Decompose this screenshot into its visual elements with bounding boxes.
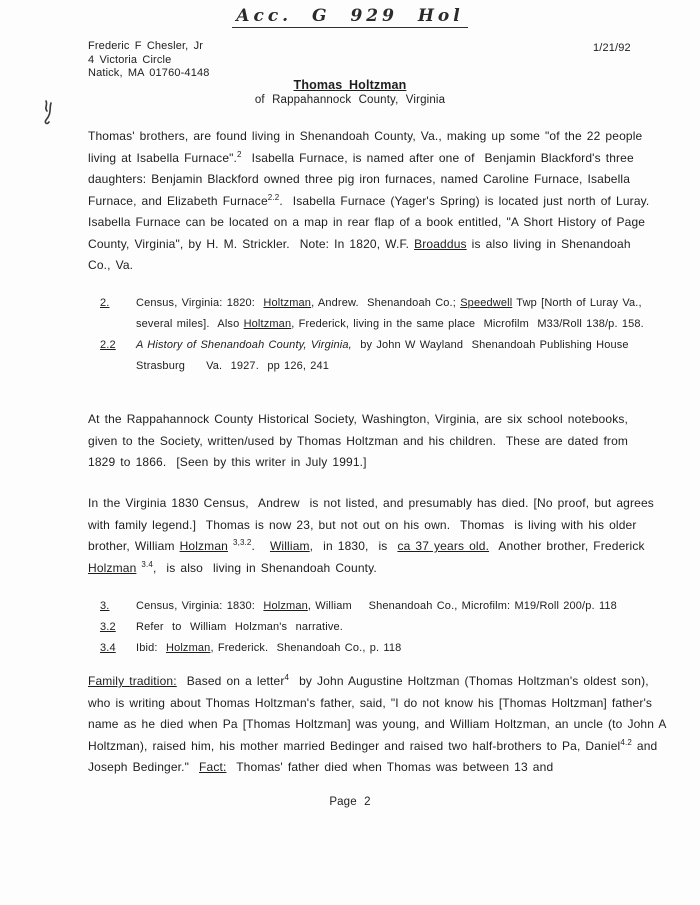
sender-name: Frederic F Chesler, Jr xyxy=(88,40,204,52)
document-title: Thomas Holtzman xyxy=(293,78,407,92)
footnote-row xyxy=(100,596,670,617)
text-segment: ca 37 years old. xyxy=(397,539,490,553)
footnote-marker: 2. xyxy=(100,297,110,309)
text-segment: Fact: xyxy=(199,760,227,774)
footnote-text xyxy=(136,596,670,617)
text-segment: A History of Shenandoah County, Virginia, xyxy=(136,339,352,351)
text-segment: 3.4 xyxy=(141,559,153,569)
document-subtitle: of Rappahannock County, Virginia xyxy=(254,94,446,106)
text-segment: 2.2 xyxy=(267,192,280,202)
sender-address-block xyxy=(88,40,210,81)
text-segment: Holzman xyxy=(179,539,228,553)
text-segment: Another brother, Frederick xyxy=(489,539,650,553)
footnote-text xyxy=(136,293,656,335)
handwritten-squiggle-icon xyxy=(40,98,58,128)
footnote-block-1 xyxy=(100,293,656,377)
sender-city-state-zip: Natick, MA 01760-4148 xyxy=(88,67,210,79)
text-segment: Refer to William Holzman's narrative. xyxy=(136,621,343,633)
footnote-text xyxy=(136,638,670,659)
text-segment: , Frederick. Shenandoah Co., p. 118 xyxy=(210,642,402,654)
text-segment: 4 xyxy=(284,673,290,682)
footnote-row xyxy=(100,617,670,638)
text-segment: Based on a letter xyxy=(176,674,285,688)
text-segment: William xyxy=(269,539,310,553)
text-segment: Census, Virginia: 1820: xyxy=(136,297,264,309)
text-segment: Broaddus xyxy=(414,236,467,251)
text-segment: , Frederick, living in the same place Microfilm M33/Roll 138/p. 158. xyxy=(291,318,644,330)
paragraph-shenandoah-brothers xyxy=(88,126,660,277)
text-segment: Twp [North of Luray Va., several miles]. Also xyxy=(136,297,646,330)
paragraph-historical-society xyxy=(88,409,654,474)
text-segment: is also living in Shenandoah Co., Va. xyxy=(88,236,636,272)
text-segment: Thomas' father died when Thomas was between 13 and xyxy=(226,760,554,774)
handwritten-margin-mark xyxy=(40,98,58,133)
footnote-marker: 3.2 xyxy=(100,621,116,633)
text-segment: Ibid: xyxy=(136,642,166,654)
text-segment: 3,3.2 xyxy=(232,538,252,547)
document-date: 1/21/92 xyxy=(593,42,631,54)
text-segment: Isabella Furnace, is named after one of Benjamin Blackford's three daughters: Benjamin Blackford owned three pig iron furnaces, named Caroline Furnace, Isabella Furnace, and Elizabeth Furnace xyxy=(88,150,639,208)
text-segment: and Joseph Bedinger." xyxy=(88,738,663,774)
text-segment: At the Rappahannock County Historical Society, Washington, Virginia, are six school notebooks, given to the Society, written/used by Thomas Holtzman and his children. These are dated from 1829 to 1866. [Seen by this writer in July 1991.] xyxy=(88,412,634,469)
footnote-row xyxy=(100,638,670,659)
paragraph-1830-census xyxy=(88,493,658,579)
footnote-text xyxy=(136,617,670,638)
footnote-row xyxy=(100,293,656,335)
footnote-block-2 xyxy=(100,596,670,659)
text-segment: , is also living in Shenandoah County. xyxy=(152,560,377,575)
sender-street: 4 Victoria Circle xyxy=(88,53,172,66)
text-segment: Holtzman xyxy=(263,297,312,309)
text-segment: by John W Wayland Shenandoah Publishing House Strasburg Va. 1927. pp 126, 241 xyxy=(136,339,638,372)
text-segment: In the Virginia 1830 Census, Andrew is not listed, and presumably has died. [No proof, but agrees with family legend.] Thomas is now 23, but not out on his own. Thomas is living with his older brother, William xyxy=(88,496,659,553)
text-segment: , Andrew. Shenandoah Co.; xyxy=(311,297,461,309)
footnote-marker: 2.2 xyxy=(100,339,116,351)
handwritten-call-number-row xyxy=(0,6,700,26)
text-segment: Family tradition: xyxy=(88,674,177,688)
title-block xyxy=(0,78,700,106)
text-segment: Holzman xyxy=(88,560,137,575)
text-segment: Census, Virginia: 1830: xyxy=(136,600,264,612)
text-segment: Holzman xyxy=(165,642,211,654)
footnote-text xyxy=(136,335,656,377)
text-segment: , in 1830, is xyxy=(309,539,398,553)
text-segment: . xyxy=(251,539,270,553)
text-segment: Speedwell xyxy=(460,297,513,309)
text-segment: Thomas' brothers, are found living in Shenandoah County, Va., making up some "of the 22 people living at Isabella Furnace". xyxy=(88,129,648,165)
footnote-row xyxy=(100,335,656,377)
text-segment: . Isabella Furnace (Yager's Spring) is located just north of Luray. Isabella Furnace can be located on a map in rear flap of a book entitled, "A Short History of Page County, Virginia", by H. M. Strickler. Note: In 1820, W.F. xyxy=(88,193,660,251)
text-segment: , William Shenandoah Co., Microfilm: M19/Roll 200/p. 118 xyxy=(307,600,617,612)
text-segment: Holtzman xyxy=(243,318,292,330)
footnote-marker: 3. xyxy=(100,600,110,612)
text-segment: Holzman xyxy=(263,600,308,612)
text-segment: by John Augustine Holtzman (Thomas Holtzman's oldest son), who is writing about Thomas Holtzman's father, said, "I do not know his [Thomas Holtzman] father's name as he died when Pa [Thomas Holtzman] was young, and William Holtzman, an uncle (to John A Holtzman), raised him, his mother married Bedinger and raised two half-brothers to Pa, Daniel xyxy=(88,674,671,753)
paragraph-family-tradition xyxy=(88,671,671,779)
footnote-marker: 3.4 xyxy=(100,642,116,654)
text-segment: 4.2 xyxy=(620,737,632,747)
handwritten-call-number: Acc. G 929 Hol xyxy=(232,6,467,28)
text-segment: 2 xyxy=(237,149,242,159)
page-number: Page 2 xyxy=(329,796,371,808)
